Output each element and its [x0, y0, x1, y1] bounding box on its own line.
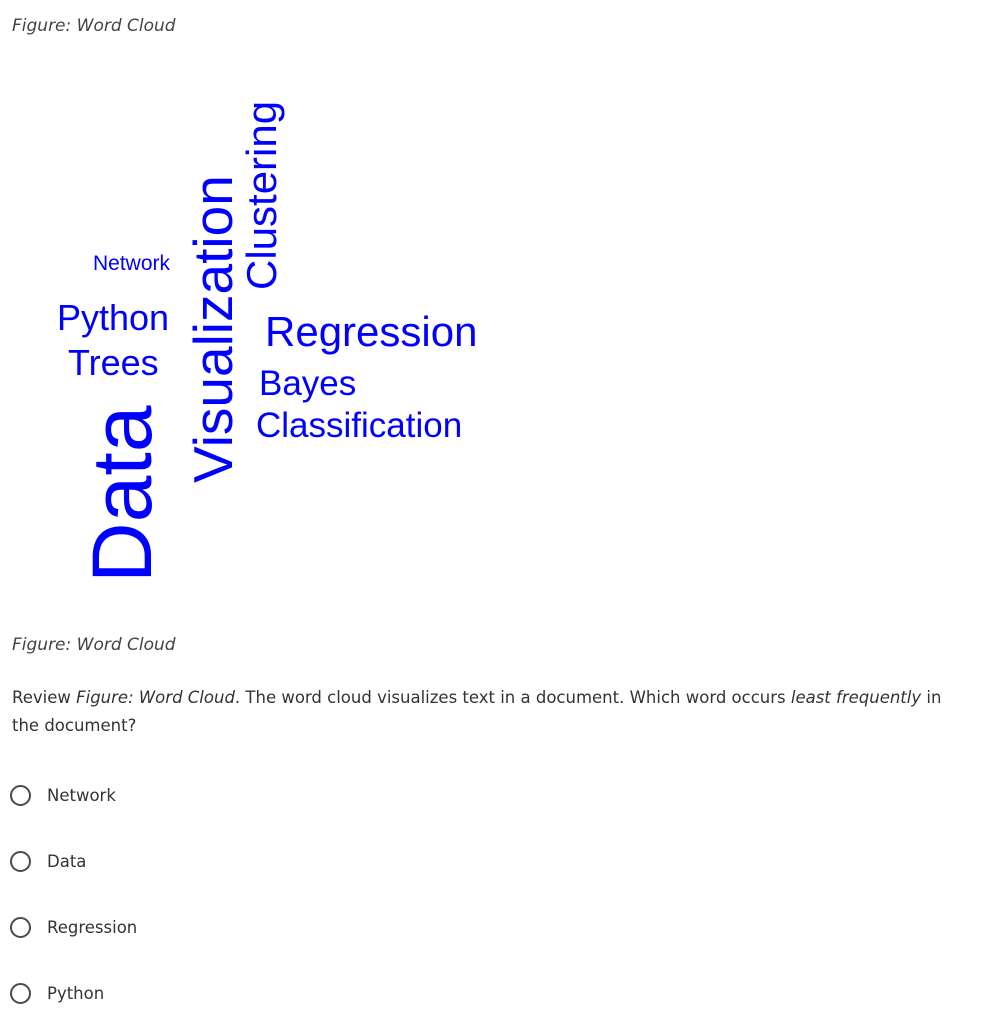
figure-caption-top: Figure: Word Cloud	[12, 16, 176, 36]
radio-button[interactable]	[10, 851, 31, 872]
option-label: Regression	[47, 918, 138, 937]
word-data: Data	[75, 405, 169, 583]
question-text	[12, 684, 972, 740]
figure-caption-bottom: Figure: Word Cloud	[12, 635, 176, 655]
option-label: Data	[47, 852, 87, 871]
radio-button[interactable]	[10, 983, 31, 1004]
word-python: Python	[57, 297, 170, 338]
question-emphasis: least frequently	[790, 688, 922, 707]
question-figure-ref: Figure: Word Cloud	[76, 688, 235, 707]
option-label: Python	[47, 984, 105, 1003]
question-middle: . The word cloud visualizes text in a document. Which word occurs	[234, 688, 791, 707]
radio-button[interactable]	[10, 785, 31, 806]
word-classification: Classification	[256, 406, 463, 445]
question-suffix: in the document?	[12, 688, 942, 735]
option-python[interactable]	[10, 983, 104, 1004]
option-regression[interactable]	[10, 917, 137, 938]
question-prefix: Review	[12, 688, 77, 707]
option-label: Network	[47, 786, 116, 805]
word-trees: Trees	[68, 342, 159, 383]
option-data[interactable]	[10, 851, 86, 872]
option-network[interactable]	[10, 785, 116, 806]
word-regression: Regression	[265, 308, 478, 355]
word-visualization: Visualization	[182, 175, 244, 483]
word-network: Network	[93, 252, 171, 275]
radio-button[interactable]	[10, 917, 31, 938]
word-clustering: Clustering	[238, 100, 285, 290]
word-bayes: Bayes	[259, 364, 357, 403]
